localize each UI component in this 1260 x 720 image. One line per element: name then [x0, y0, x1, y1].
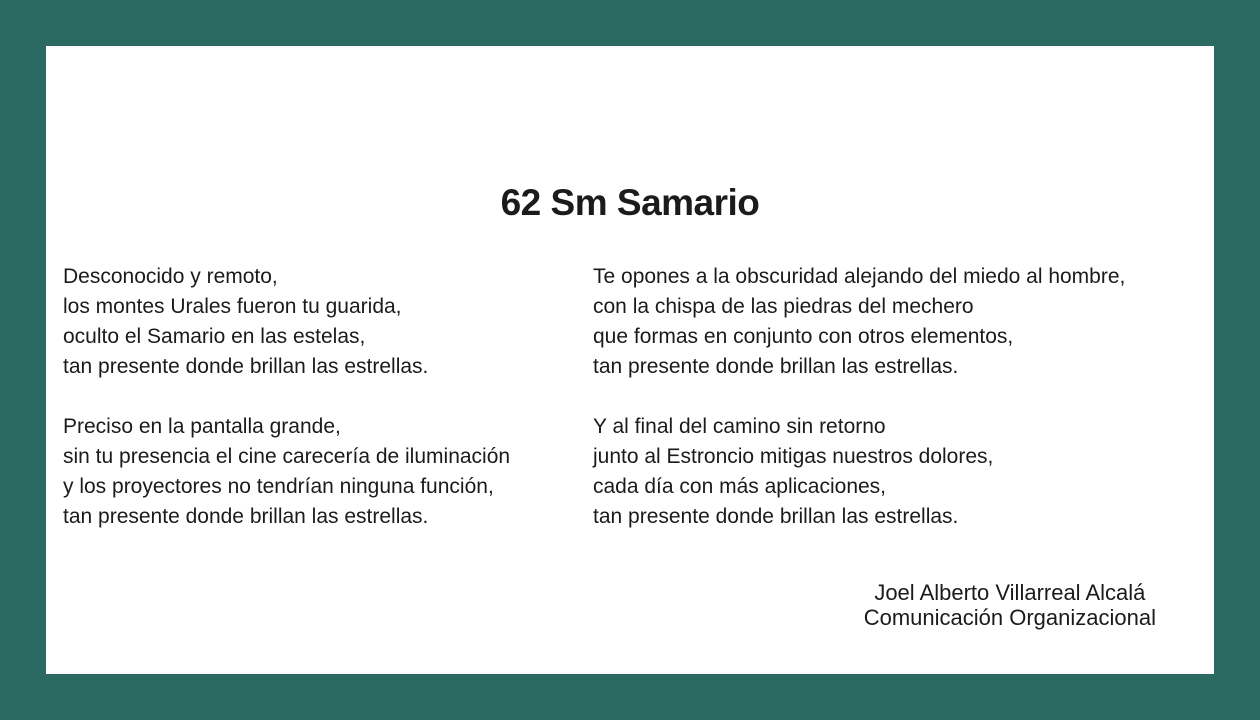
poem-line: que formas en conjunto con otros elementos,: [593, 325, 1014, 348]
slide-card: [46, 46, 1214, 674]
stanza-left-2: [63, 412, 510, 532]
poem-line: cada día con más aplicaciones,: [593, 475, 887, 498]
poem-line: sin tu presencia el cine carecería de iluminación: [63, 445, 511, 468]
poem-line: Y al final del camino sin retorno: [593, 415, 886, 438]
poem-line: junto al Estroncio mitigas nuestros dolores,: [593, 445, 994, 468]
poem-column-left: [63, 262, 510, 562]
poem-line: con la chispa de las piedras del mechero: [593, 295, 974, 318]
poem-line: los montes Urales fueron tu guarida,: [63, 295, 402, 318]
poem-line: Desconocido y remoto,: [63, 265, 278, 288]
poem-line: oculto el Samario en las estelas,: [63, 325, 366, 348]
poem-line: tan presente donde brillan las estrellas.: [63, 355, 429, 378]
poem-line: Te opones a la obscuridad alejando del miedo al hombre,: [593, 265, 1126, 288]
poem-line: tan presente donde brillan las estrellas.: [593, 355, 959, 378]
stanza-right-1: [593, 262, 1125, 382]
poem-line: tan presente donde brillan las estrellas.: [593, 505, 959, 528]
course-name: Comunicación Organizacional: [863, 605, 1156, 630]
poem-line: y los proyectores no tendrían ninguna función,: [63, 475, 494, 498]
stanza-left-1: [63, 262, 510, 382]
poem-line: Preciso en la pantalla grande,: [63, 415, 341, 438]
author-name: Joel Alberto Villarreal Alcalá: [874, 580, 1146, 605]
poem-line: tan presente donde brillan las estrellas.: [63, 505, 429, 528]
page-title: 62 Sm Samario: [500, 182, 760, 223]
poem-column-right: [593, 262, 1125, 562]
attribution: [864, 580, 1156, 630]
stanza-right-2: [593, 412, 1125, 532]
